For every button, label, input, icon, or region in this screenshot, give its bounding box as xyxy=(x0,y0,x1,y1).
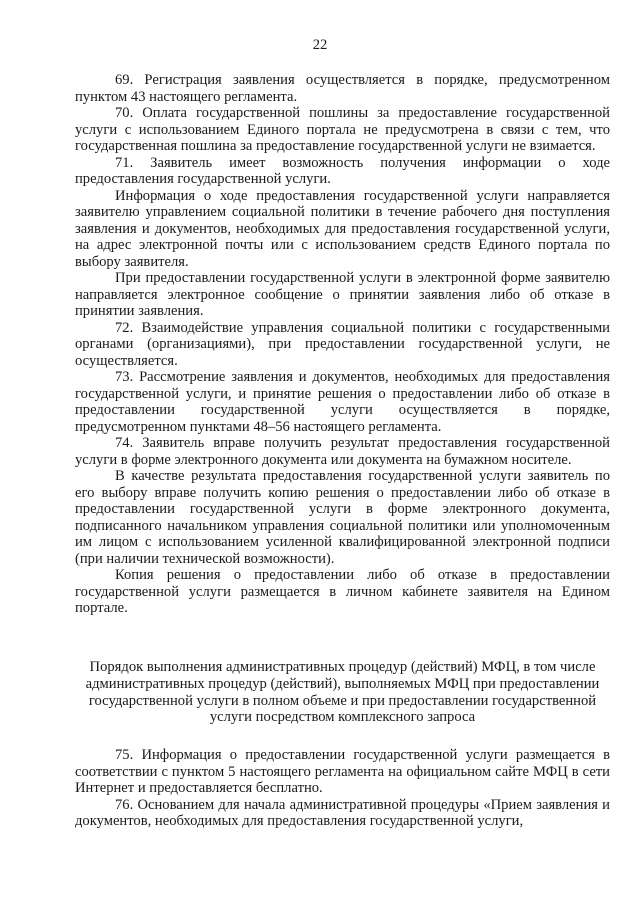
section-heading: Порядок выполнения административных процедур (действий) МФЦ, в том числе административных процедур (действий), выполняемых МФЦ при предоставлении государственной услуги в полном объеме и при предоставлении государственной услуги посредством комплексного запроса xyxy=(85,659,600,726)
paragraph-73: 73. Рассмотрение заявления и документов, необходимых для предоставления государственной услуги, и принятие решения о предоставлении либо об отказе в предоставлении государственной услуги осуществляется в порядке, предусмотренном пунктами 48–56 настоящего регламента. xyxy=(75,369,610,435)
paragraph-72: 72. Взаимодействие управления социальной политики с государственными органами (организациями), при предоставлении государственной услуги, не осуществляется. xyxy=(75,319,610,369)
paragraph-70: 70. Оплата государственной пошлины за предоставление государственной услуги с использованием Единого портала не предусмотрена в связи с тем, что государственная пошлина за предоставление государственной услуги не взимается. xyxy=(75,105,610,154)
body-text-top xyxy=(75,72,610,617)
body-text-bottom xyxy=(75,747,610,830)
paragraph-76: 76. Основанием для начала административной процедуры «Прием заявления и документов, необходимых для предоставления государственной услуги, xyxy=(75,796,610,829)
page-number: 22 xyxy=(312,37,328,53)
paragraph-75: 75. Информация о предоставлении государственной услуги размещается в соответствии с пунктом 5 настоящего регламента на официальном сайте МФЦ в сети Интернет и предоставляется бесплатно. xyxy=(75,747,610,796)
paragraph-74-result: В качестве результата предоставления государственной услуги заявитель по его выбору вправе получить копию решения о предоставлении либо об отказе в предоставлении государственной услуги в форме электронного документа, подписанного начальником управления социальной политики или уполномоченным им лицом с использованием усиленной квалифицированной электронной подписи (при наличии технической возможности). xyxy=(75,468,610,567)
paragraph-71-info: Информация о ходе предоставления государственной услуги направляется заявителю управлением социальной политики в течение рабочего дня поступления заявления и документов, необходимых для предоставления государственной услуги, на адрес электронной почты или с использованием средств Единого портала по выбору заявителя. xyxy=(75,187,610,270)
paragraph-69: 69. Регистрация заявления осуществляется в порядке, предусмотренном пунктом 43 настоящего регламента. xyxy=(75,72,610,105)
paragraph-71-electronic: При предоставлении государственной услуги в электронной форме заявителю направляется электронное сообщение о принятии заявления либо об отказе в принятии заявления. xyxy=(75,270,610,319)
paragraph-71: 71. Заявитель имеет возможность получения информации о ходе предоставления государственной услуги. xyxy=(75,154,610,187)
paragraph-74: 74. Заявитель вправе получить результат предоставления государственной услуги в форме электронного документа или документа на бумажном носителе. xyxy=(75,435,610,468)
paragraph-74-copy: Копия решения о предоставлении либо об отказе в предоставлении государственной услуги размещается в личном кабинете заявителя на Едином портале. xyxy=(75,567,610,616)
